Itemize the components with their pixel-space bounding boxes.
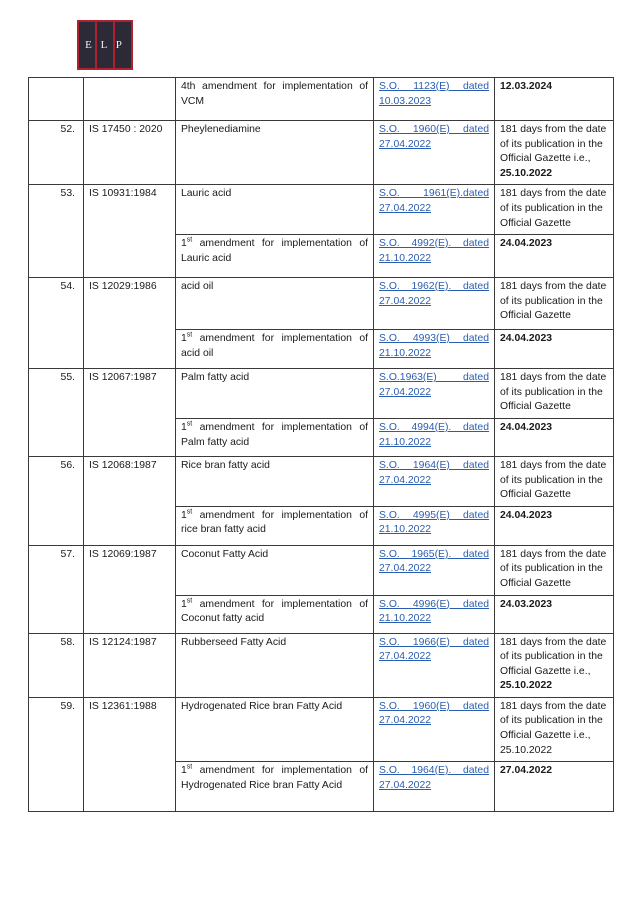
effective-date-cell: 181 days from the date of its publication in the Official Gazette xyxy=(495,545,614,595)
table-row xyxy=(29,545,614,595)
standard-cell xyxy=(84,762,176,812)
notification-link[interactable]: S.O. 1966(E) dated 27.04.2022 xyxy=(379,636,489,663)
notification-link[interactable]: S.O.1963(E) dated 27.04.2022 xyxy=(379,372,489,398)
notification-link-cell xyxy=(374,418,495,456)
effective-date-cell: 181 days from the date of its publication in the Official Gazette i.e., 25.10.2022 xyxy=(495,633,614,697)
notification-link[interactable]: S.O. 1965(E). dated 27.04.2022 xyxy=(379,548,489,575)
notification-link-cell xyxy=(374,633,495,697)
standard-cell: IS 12068:1987 xyxy=(84,456,176,506)
serial-cell: 57. xyxy=(29,545,84,595)
standard-cell: IS 12029:1986 xyxy=(84,278,176,330)
notification-link[interactable]: S.O. 1123(E) dated 10.03.2023 xyxy=(379,81,489,107)
serial-cell xyxy=(29,506,84,545)
description-cell: 1st amendment for implementation of Palm fatty acid xyxy=(176,418,374,456)
notification-link-cell xyxy=(374,78,495,121)
effective-date-cell: 24.04.2023 xyxy=(495,235,614,278)
notification-link[interactable]: S.O. 1961(E).dated 27.04.2022 xyxy=(379,188,489,214)
effective-date-cell: 181 days from the date of its publication in the Official Gazette xyxy=(495,456,614,506)
standard-cell xyxy=(84,330,176,369)
serial-cell: 58. xyxy=(29,633,84,697)
description-cell: 1st amendment for implementation of rice bran fatty acid xyxy=(176,506,374,545)
notification-link-cell xyxy=(374,697,495,761)
table-row xyxy=(29,78,614,121)
serial-cell xyxy=(29,595,84,633)
logo-text: E L P xyxy=(85,39,125,51)
standard-cell xyxy=(84,595,176,633)
notification-link[interactable]: S.O. 4994(E). dated 21.10.2022 xyxy=(379,421,489,448)
serial-cell xyxy=(29,418,84,456)
table-row xyxy=(29,235,614,278)
standard-cell: IS 17450 : 2020 xyxy=(84,121,176,185)
table-row xyxy=(29,633,614,697)
effective-date-cell: 24.04.2023 xyxy=(495,330,614,369)
effective-date-cell: 12.03.2024 xyxy=(495,78,614,121)
description-cell: 1st amendment for implementation of Lauric acid xyxy=(176,235,374,278)
serial-cell xyxy=(29,762,84,812)
notification-link[interactable]: S.O. 4996(E) dated 21.10.2022 xyxy=(379,598,489,625)
notification-link[interactable]: S.O. 4992(E). dated 21.10.2022 xyxy=(379,238,489,264)
notification-link-cell xyxy=(374,595,495,633)
notification-link-cell xyxy=(374,235,495,278)
notification-link[interactable]: S.O. 4993(E) dated 21.10.2022 xyxy=(379,333,489,359)
serial-cell: 59. xyxy=(29,697,84,761)
notification-link-cell xyxy=(374,506,495,545)
notification-link-cell xyxy=(374,278,495,330)
effective-date-cell: 181 days from the date of its publication in the Official Gazette i.e., 25.10.2022 xyxy=(495,121,614,185)
notification-link[interactable]: S.O. 1964(E) dated 27.04.2022 xyxy=(379,459,489,486)
effective-date-cell: 181 days from the date of its publication in the Official Gazette i.e., 25.10.2022 xyxy=(495,697,614,761)
table-row xyxy=(29,418,614,456)
notification-link[interactable]: S.O. 1960(E) dated 27.04.2022 xyxy=(379,700,489,727)
elp-logo xyxy=(77,20,133,70)
table-row xyxy=(29,506,614,545)
notification-link-cell xyxy=(374,456,495,506)
notification-link-cell xyxy=(374,185,495,235)
notification-link-cell xyxy=(374,369,495,419)
standard-cell xyxy=(84,235,176,278)
table-row xyxy=(29,697,614,761)
standard-cell: IS 10931:1984 xyxy=(84,185,176,235)
description-cell: 4th amendment for implementation of VCM xyxy=(176,78,374,121)
table-row xyxy=(29,762,614,812)
description-cell: 1st amendment for implementation of Hydrogenated Rice bran Fatty Acid xyxy=(176,762,374,812)
serial-cell xyxy=(29,330,84,369)
description-cell: acid oil xyxy=(176,278,374,330)
table-row xyxy=(29,185,614,235)
serial-cell: 54. xyxy=(29,278,84,330)
notification-link[interactable]: S.O. 1964(E). dated 27.04.2022 xyxy=(379,765,489,791)
standards-table xyxy=(28,77,614,812)
effective-date-cell: 181 days from the date of its publication in the Official Gazette xyxy=(495,369,614,419)
effective-date-cell: 181 days from the date of its publication in the Official Gazette xyxy=(495,278,614,330)
description-cell: Palm fatty acid xyxy=(176,369,374,419)
description-cell: Rubberseed Fatty Acid xyxy=(176,633,374,697)
table-row xyxy=(29,369,614,419)
notification-link-cell xyxy=(374,762,495,812)
description-cell: 1st amendment for implementation of acid oil xyxy=(176,330,374,369)
effective-date-cell: 24.04.2023 xyxy=(495,506,614,545)
standard-cell: IS 12069:1987 xyxy=(84,545,176,595)
description-cell: Rice bran fatty acid xyxy=(176,456,374,506)
serial-cell: 53. xyxy=(29,185,84,235)
description-cell: Hydrogenated Rice bran Fatty Acid xyxy=(176,697,374,761)
table-row xyxy=(29,456,614,506)
notification-link[interactable]: S.O. 1960(E) dated 27.04.2022 xyxy=(379,124,489,150)
description-cell: Pheylenediamine xyxy=(176,121,374,185)
table-row xyxy=(29,278,614,330)
standard-cell: IS 12067:1987 xyxy=(84,369,176,419)
serial-cell: 55. xyxy=(29,369,84,419)
table-row xyxy=(29,121,614,185)
standard-cell xyxy=(84,506,176,545)
notification-link-cell xyxy=(374,330,495,369)
standard-cell xyxy=(84,418,176,456)
table-row xyxy=(29,330,614,369)
standard-cell: IS 12361:1988 xyxy=(84,697,176,761)
description-cell: 1st amendment for implementation of Coconut fatty acid xyxy=(176,595,374,633)
effective-date-cell: 27.04.2022 xyxy=(495,762,614,812)
standard-cell: IS 12124:1987 xyxy=(84,633,176,697)
serial-cell xyxy=(29,78,84,121)
notification-link-cell xyxy=(374,545,495,595)
serial-cell: 56. xyxy=(29,456,84,506)
description-cell: Coconut Fatty Acid xyxy=(176,545,374,595)
serial-cell: 52. xyxy=(29,121,84,185)
notification-link[interactable]: S.O. 4995(E) dated 21.10.2022 xyxy=(379,509,489,536)
serial-cell xyxy=(29,235,84,278)
notification-link[interactable]: S.O. 1962(E). dated 27.04.2022 xyxy=(379,281,489,307)
effective-date-cell: 24.03.2023 xyxy=(495,595,614,633)
effective-date-cell: 24.04.2023 xyxy=(495,418,614,456)
effective-date-cell: 181 days from the date of its publication in the Official Gazette xyxy=(495,185,614,235)
notification-link-cell xyxy=(374,121,495,185)
standard-cell xyxy=(84,78,176,121)
description-cell: Lauric acid xyxy=(176,185,374,235)
table-row xyxy=(29,595,614,633)
